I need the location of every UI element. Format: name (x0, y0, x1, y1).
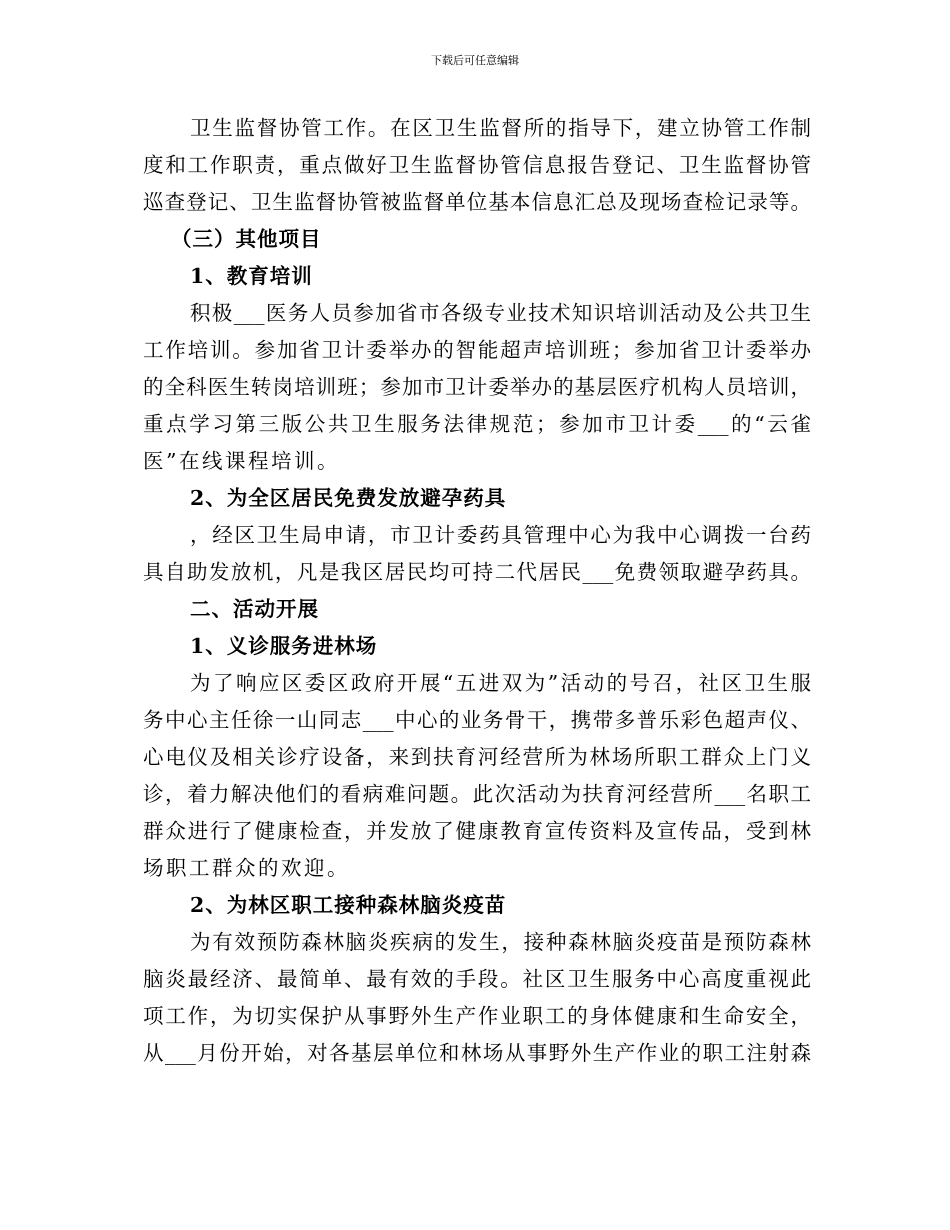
paragraph-first-line: 积极___医务人员参加省市各级专业技术知识培训活动及公共卫生 (190, 301, 811, 325)
body-text-line: 度和工作职责，重点做好卫生监督协管信息报告登记、卫生监督协管 (143, 153, 811, 177)
section-heading: （三）其他项目 (171, 227, 322, 251)
paragraph-first-line: 为了响应区委区政府开展“五进双为”活动的号召，社区卫生服 (190, 671, 811, 695)
subsection-heading: 2、为全区居民免费发放避孕药具 (190, 486, 507, 510)
body-text-line: 群众进行了健康检查，并发放了健康教育宣传资料及宣传品，受到林 (143, 819, 811, 843)
body-text-line: 具自助发放机，凡是我区居民均可持二代居民___免费领取避孕药具。 (143, 560, 811, 584)
body-text-line: 心电仪及相关诊疗设备，来到扶育河经营所为林场所职工群众上门义 (143, 745, 811, 769)
body-text-line: 场职工群众的欢迎。 (143, 856, 350, 880)
body-text-line: 脑炎最经济、最简单、最有效的手段。社区卫生服务中心高度重视此 (143, 967, 811, 991)
body-text-line: 诊，着力解决他们的看病难问题。此次活动为扶育河经营所___名职工 (143, 782, 811, 806)
body-text-line: 务中心主任徐一山同志___中心的业务骨干，携带多普乐彩色超声仪、 (143, 708, 811, 732)
subsection-heading: 二、活动开展 (190, 597, 319, 621)
body-text-line: 从___月份开始，对各基层单位和林场从事野外生产作业的职工注射森 (143, 1041, 811, 1065)
paragraph-first-line: 为有效预防森林脑炎疾病的发生，接种森林脑炎疫苗是预防森林 (190, 930, 811, 954)
body-text-line: 项工作，为切实保护从事野外生产作业职工的身体健康和生命安全， (143, 1004, 811, 1028)
paragraph-first-line: ，经区卫生局申请，市卫计委药具管理中心为我中心调拨一台药 (190, 523, 811, 547)
body-text-line: 重点学习第三版公共卫生服务法律规范；参加市卫计委___的“云雀 (143, 412, 811, 436)
body-text-line: 医”在线课程培训。 (143, 449, 340, 473)
body-text-line: 工作培训。参加省卫计委举办的智能超声培训班；参加省卫计委举办 (143, 338, 811, 362)
subsection-heading: 2、为林区职工接种森林脑炎疫苗 (190, 893, 507, 917)
subsection-heading: 1、教育培训 (190, 264, 313, 288)
body-text-line: 的全科医生转岗培训班；参加市卫计委举办的基层医疗机构人员培训， (143, 375, 811, 399)
paragraph-first-line: 卫生监督协管工作。在区卫生监督所的指导下，建立协管工作制 (190, 116, 811, 140)
document-body (143, 110, 811, 1072)
subsection-heading: 1、义诊服务进林场 (190, 634, 378, 658)
body-text-line: 巡查登记、卫生监督协管被监督单位基本信息汇总及现场查检记录等。 (143, 190, 811, 214)
page-header: 下载后可任意编辑 (431, 54, 519, 67)
